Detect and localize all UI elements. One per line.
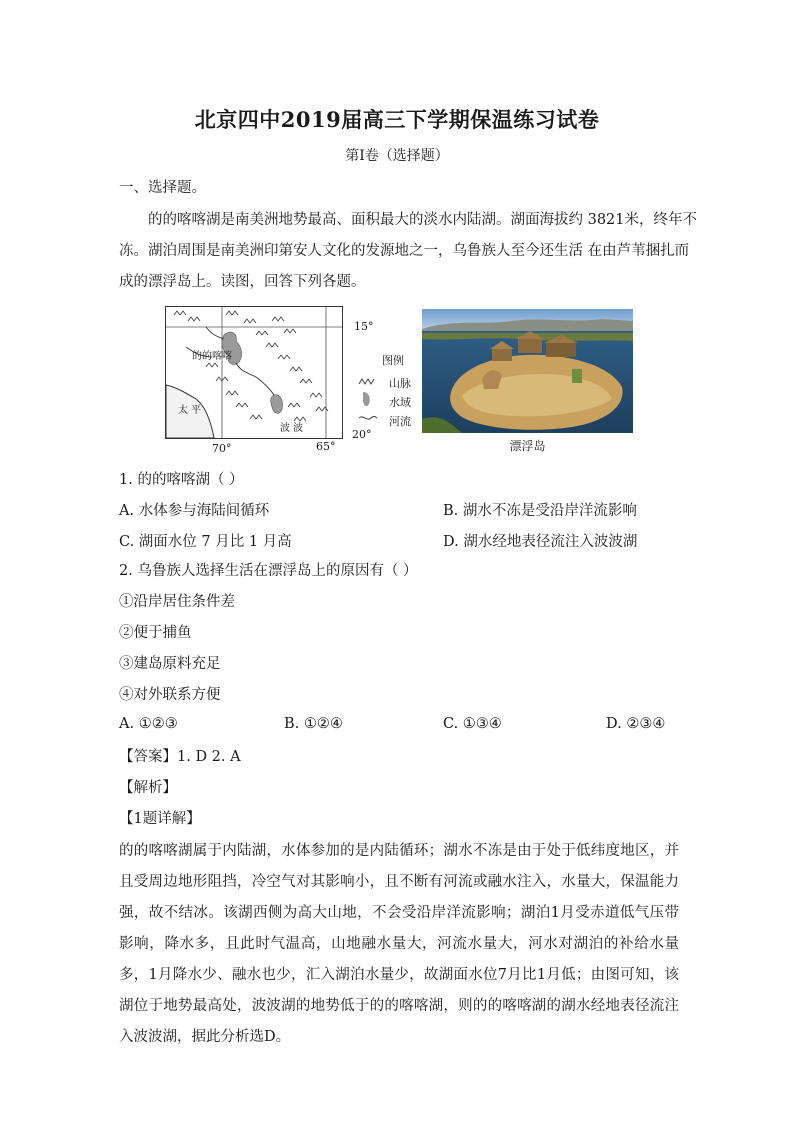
latitude-15-label: 15° <box>354 320 374 333</box>
legend-title: 图例 <box>382 354 404 367</box>
legend-symbols <box>357 374 379 426</box>
river-legend-icon <box>359 417 377 420</box>
q2-option-d: D. ②③④ <box>606 716 666 732</box>
q2-option-b: B. ①②④ <box>284 716 343 732</box>
intro-line-3: 成的漂浮岛上。读图，回答下列各题。 <box>119 274 366 290</box>
q2-option-a: A. ①②③ <box>119 716 178 732</box>
legend-water: 水域 <box>389 396 411 409</box>
q2-statement-4: ④对外联系方便 <box>119 687 221 703</box>
lake-titicaca-label: 的的喀喀 <box>192 351 232 362</box>
q1-detail-heading: 【1题详解】 <box>119 811 201 827</box>
explanation-paragraph: 的的喀喀湖属于内陆湖，水体参加的是内陆循环；湖水不冻是由于处于低纬度地区，并且受周边地形阻挡，冷空气对其影响小，且不断有河流或融水注入，水量大，保温能力强，故不结冰。该湖西侧为高大山地，不会受沿岸洋流影响；湖泊1月受赤道低气压带影响，降水多，且此时气温高，山地融水量大，河流水量大，河水对湖泊的补给水量多，1月降水少、融水也少，汇入湖泊水量少，故湖面水位7月比1月低；由图可知，该湖位于地势最高处，波波湖的地势低于的的喀喀湖，则的的喀喀湖的湖水经地表径流注入波波湖，据此分析选D。 <box>119 843 679 1045</box>
q1-option-a: A. 水体参与海陆间循环 <box>119 503 270 519</box>
mountain-legend-icon <box>359 379 374 384</box>
q2-statement-1: ①沿岸居住条件差 <box>119 594 235 610</box>
lake-poopo-label: 波 波 <box>280 423 304 434</box>
map-drawing <box>166 307 342 438</box>
intro-line-2: 冻。湖泊周围是南美洲印第安人文化的发源地之一，乌鲁族人至今还生活 在由芦苇捆扎而 <box>119 243 690 259</box>
water-legend-icon <box>363 392 370 406</box>
analysis-heading: 【解析】 <box>119 780 177 796</box>
page-subtitle: 第Ⅰ卷（选择题） <box>345 148 449 164</box>
q1-option-d: D. 湖水经地表径流注入波波湖 <box>443 534 638 550</box>
q2-stem: 2. 乌鲁族人选择生活在漂浮岛上的原因有（ ） <box>119 563 418 579</box>
latitude-20-label: 20° <box>352 428 372 441</box>
q2-option-c: C. ①③④ <box>443 716 502 732</box>
pacific-label: 太 平 <box>178 405 202 416</box>
legend-river: 河流 <box>389 415 411 428</box>
q1-stem: 1. 的的喀喀湖（ ） <box>119 472 244 488</box>
intro-line-1: 的的喀喀湖是南美洲地势最高、面积最大的淡水内陆湖。湖面海拔约 3821米，终年不 <box>148 212 698 228</box>
longitude-70-label: 70° <box>212 442 232 455</box>
floating-island-photo <box>422 309 633 433</box>
q2-statement-2: ②便于捕鱼 <box>119 625 192 641</box>
page-title: 北京四中2019届高三下学期保温练习试卷 <box>194 107 600 132</box>
legend-mountain: 山脉 <box>389 377 411 390</box>
q1-option-c: C. 湖面水位 7 月比 1 月高 <box>119 534 292 550</box>
q1-option-b: B. 湖水不冻是受沿岸洋流影响 <box>443 503 637 519</box>
q2-statement-3: ③建岛原料充足 <box>119 656 221 672</box>
longitude-65-label: 65° <box>316 440 336 453</box>
photo-caption: 漂浮岛 <box>509 439 546 453</box>
section-heading: 一、选择题。 <box>119 180 206 196</box>
map-figure <box>165 306 343 439</box>
answer-line: 【答案】1. D 2. A <box>119 749 241 765</box>
